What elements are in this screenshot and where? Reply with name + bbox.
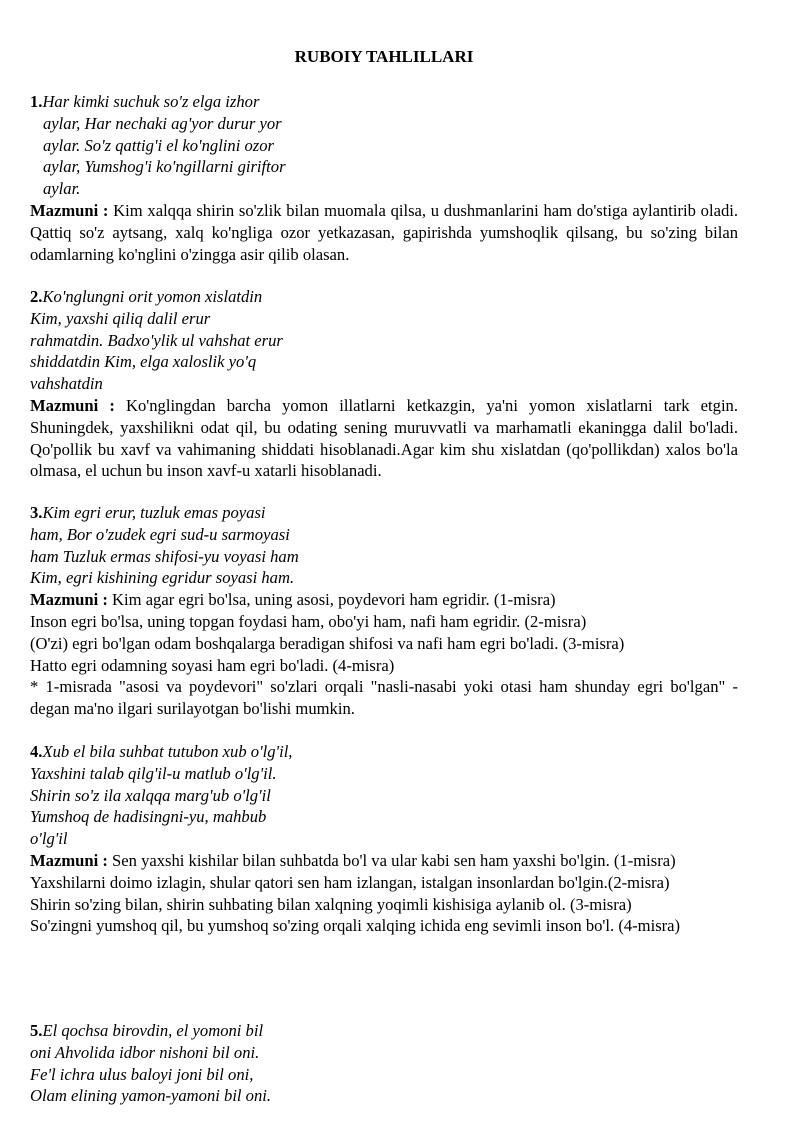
poem-line: oni Ahvolida idbor nishoni bil oni.: [30, 1042, 260, 1062]
poem-line: El qochsa birovdin, el yomoni bil: [42, 1021, 264, 1040]
poem-line: Olam elining yamon-yamoni bil oni.: [30, 1086, 272, 1106]
poem-line: aylar. So'z qattig'i el ko'nglini ozor: [43, 135, 274, 155]
poem-line: rahmatdin. Badxo'ylik ul vahshat erur: [30, 330, 283, 350]
section-1-poem: [30, 91, 738, 200]
meaning-text: Kim agar egri bo'lsa, uning asosi, poydevori ham egridir. (1-misra): [107, 590, 556, 610]
section-1: [30, 91, 738, 265]
poem-line: aylar.: [43, 179, 81, 199]
meaning-paragraph: Shirin so'zing bilan, shirin suhbating bilan xalqning yoqimli kishisiga aylanib ol. (3-misra): [30, 894, 632, 914]
meaning-paragraph: Yaxshilarni doimo izlagin, shular qatori sen ham izlangan, istalgan insonlardan bo'lgin.(2-misra): [30, 872, 670, 892]
poem-line: Shirin so'z ila xalqqa marg'ub o'lg'il: [30, 785, 271, 805]
poem-line: Kim, egri kishining egridur soyasi ham.: [30, 568, 295, 588]
section-2-poem: [30, 286, 738, 395]
meaning-paragraph: Inson egri bo'lsa, uning topgan foydasi ham, obo'yi ham, nafi ham egridir. (2-misra): [30, 611, 587, 631]
section-number: 3.: [30, 503, 43, 522]
section-5: [30, 1020, 738, 1107]
meaning-label: Mazmuni :: [30, 850, 108, 870]
meaning-paragraph: (O'zi) egri bo'lgan odam boshqalarga beradigan shifosi va nafi ham egri bo'ladi. (3-misra): [30, 633, 625, 653]
section-number: 5.: [30, 1021, 43, 1040]
poem-line: Xub el bila suhbat tutubon xub o'lg'il,: [42, 742, 293, 761]
section-4-poem: [30, 741, 738, 850]
poem-line: Yaxshini talab qilg'il-u matlub o'lg'il.: [30, 763, 277, 783]
page-title: RUBOIY TAHLILLARI: [294, 47, 474, 66]
poem-line: Kim, yaxshi qiliq dalil erur: [30, 308, 211, 328]
meaning-text: Ko'nglingdan barcha yomon illatlarni ketkazgin, ya'ni yomon xislatlarni tark etgin. Shuningdek, yaxshilikni odat qil, bu odating sening muruvvatli va marhamatli ekaningga dalil bo'ladi. Qo'pollik bu xavf va vahimaning shiddati hisoblanadi.Agar kim shu xislatdan (qo'pollikdan) xalos bo'la olmasa, el uchun bu inson xavf-u xatarli hisoblanadi.: [30, 395, 738, 481]
section-number: 4.: [30, 742, 43, 761]
meaning-text: Kim xalqqa shirin so'zlik bilan muomala qilsa, u dushmanlarini ham do'stiga aylantirib oladi. Qattiq so'z aytsang, xalq ko'ngliga ozor yetkazasan, gapirishda yumshoqlik qilsang, bu so'zing bilan odamlarning ko'nglini o'zingga asir qilib olasan.: [30, 200, 738, 264]
meaning-label: Mazmuni :: [30, 395, 115, 415]
section-5-poem: [30, 1020, 738, 1107]
section-2: [30, 286, 738, 482]
poem-line: Fe'l ichra ulus baloyi joni bil oni,: [30, 1064, 254, 1084]
meaning-paragraph: * 1-misrada "asosi va poydevori" so'zlari orqali "nasli-nasabi yoki otasi ham shunday egri bo'lgan" - degan ma'no ilgari surilayotgan bo'lishi mumkin.: [30, 677, 738, 719]
poem-line: Yumshoq de hadisingni-yu, mahbub: [30, 807, 267, 827]
meaning-paragraph: So'zingni yumshoq qil, bu yumshoq so'zing orqali xalqing ichida eng sevimli inson bo'l. (4-misra): [30, 916, 681, 936]
meaning-paragraph: [30, 589, 738, 611]
meaning-paragraph: [30, 200, 738, 265]
poem-line: ham Tuzluk ermas shifosi-yu voyasi ham: [30, 546, 299, 566]
poem-line: ham, Bor o'zudek egri sud-u sarmoyasi: [30, 524, 290, 544]
meaning-text: Sen yaxshi kishilar bilan suhbatda bo'l va ular kabi sen ham yaxshi bo'lgin. (1-misra): [107, 850, 676, 870]
poem-line: Har kimki suchuk so'z elga izhor: [42, 92, 260, 111]
section-number: 2.: [30, 287, 43, 306]
poem-line: o'lg'il: [30, 829, 68, 849]
poem-line: shiddatdin Kim, elga xaloslik yo'q: [30, 352, 257, 372]
section-number: 1.: [30, 92, 43, 111]
section-4: [30, 741, 738, 937]
section-3-poem: [30, 502, 738, 589]
poem-line: vahshatdin: [30, 374, 103, 394]
poem-line: Kim egri erur, tuzluk emas poyasi: [42, 503, 266, 522]
poem-line: aylar, Har nechaki ag'yor durur yor: [43, 113, 282, 133]
meaning-label: Mazmuni :: [30, 590, 108, 610]
meaning-paragraph: [30, 850, 738, 872]
poem-line: Ko'nglungni orit yomon xislatdin: [42, 287, 263, 306]
meaning-paragraph: [30, 395, 738, 482]
section-3: [30, 502, 738, 720]
meaning-paragraph: Hatto egri odamning soyasi ham egri bo'ladi. (4-misra): [30, 655, 395, 675]
poem-line: aylar, Yumshog'i ko'ngillarni giriftor: [43, 157, 286, 177]
meaning-label: Mazmuni :: [30, 200, 109, 220]
